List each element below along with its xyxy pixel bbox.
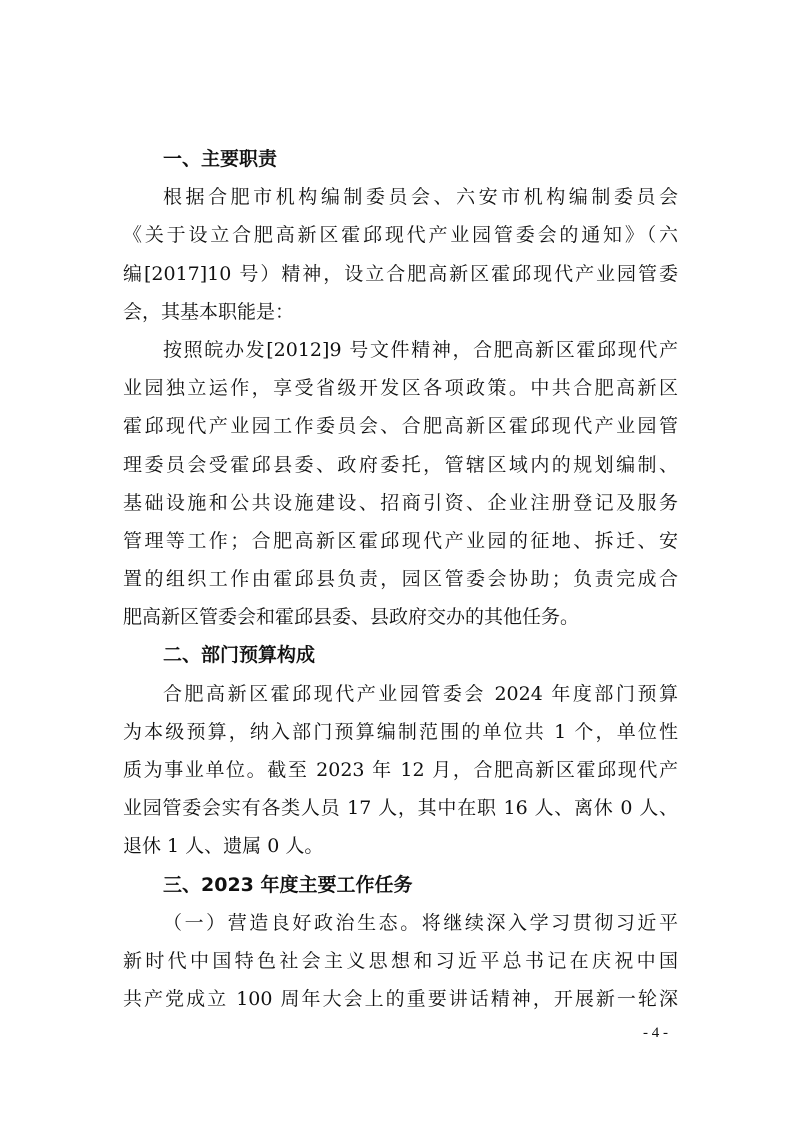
paragraph-line: 《关于设立合肥高新区霍邱现代产业园管委会的通知》（六 xyxy=(123,224,678,247)
paragraph-line: 新时代中国特色社会主义思想和习近平总书记在庆祝中国 xyxy=(123,949,678,972)
paragraph-line: 编[2017]10 号）精神，设立合肥高新区霍邱现代产业园管委 xyxy=(123,262,678,285)
paragraph-line: 置的组织工作由霍邱县负责，园区管委会协助；负责完成合 xyxy=(123,568,678,591)
paragraph-line: 合肥高新区霍邱现代产业园管委会 2024 年度部门预算 xyxy=(163,682,678,705)
section-heading-budget: 二、部门预算构成 xyxy=(163,644,316,667)
paragraph-line: 管理等工作；合肥高新区霍邱现代产业园的征地、拆迁、安 xyxy=(123,529,678,552)
paragraph-line: 业园独立运作，享受省级开发区各项政策。中共合肥高新区 xyxy=(123,377,678,400)
section-heading-duties: 一、主要职责 xyxy=(163,148,278,170)
paragraph-line: 业园管委会实有各类人员 17 人，其中在职 16 人、离休 0 人、 xyxy=(123,797,678,820)
paragraph-line: 为本级预算，纳入部门预算编制范围的单位共 1 个，单位性 xyxy=(123,720,678,743)
paragraph-line: 退休 1 人、遗属 0 人。 xyxy=(123,835,324,858)
paragraph-line: 根据合肥市机构编制委员会、六安市机构编制委员会 xyxy=(163,186,678,209)
paragraph-line: 按照皖办发[2012]9 号文件精神，合肥高新区霍邱现代产 xyxy=(163,338,678,361)
paragraph-line: 共产党成立 100 周年大会上的重要讲话精神，开展新一轮深 xyxy=(123,988,678,1011)
paragraph-line: （一）营造良好政治生态。将继续深入学习贯彻习近平 xyxy=(163,911,678,934)
paragraph-line: 理委员会受霍邱县委、政府委托，管辖区域内的规划编制、 xyxy=(123,453,678,476)
page-number: - 4 - xyxy=(643,1025,668,1041)
paragraph-line: 基础设施和公共设施建设、招商引资、企业注册登记及服务 xyxy=(123,491,678,514)
paragraph-line: 质为事业单位。截至 2023 年 12 月，合肥高新区霍邱现代产 xyxy=(123,759,678,781)
paragraph-line: 肥高新区管委会和霍邱县委、县政府交办的其他任务。 xyxy=(123,606,580,629)
paragraph-line: 会，其基本职能是： xyxy=(123,300,295,323)
section-heading-tasks: 三、2023 年度主要工作任务 xyxy=(163,873,413,896)
paragraph-line: 霍邱现代产业园工作委员会、合肥高新区霍邱现代产业园管 xyxy=(123,415,678,438)
document-body xyxy=(123,140,678,1018)
